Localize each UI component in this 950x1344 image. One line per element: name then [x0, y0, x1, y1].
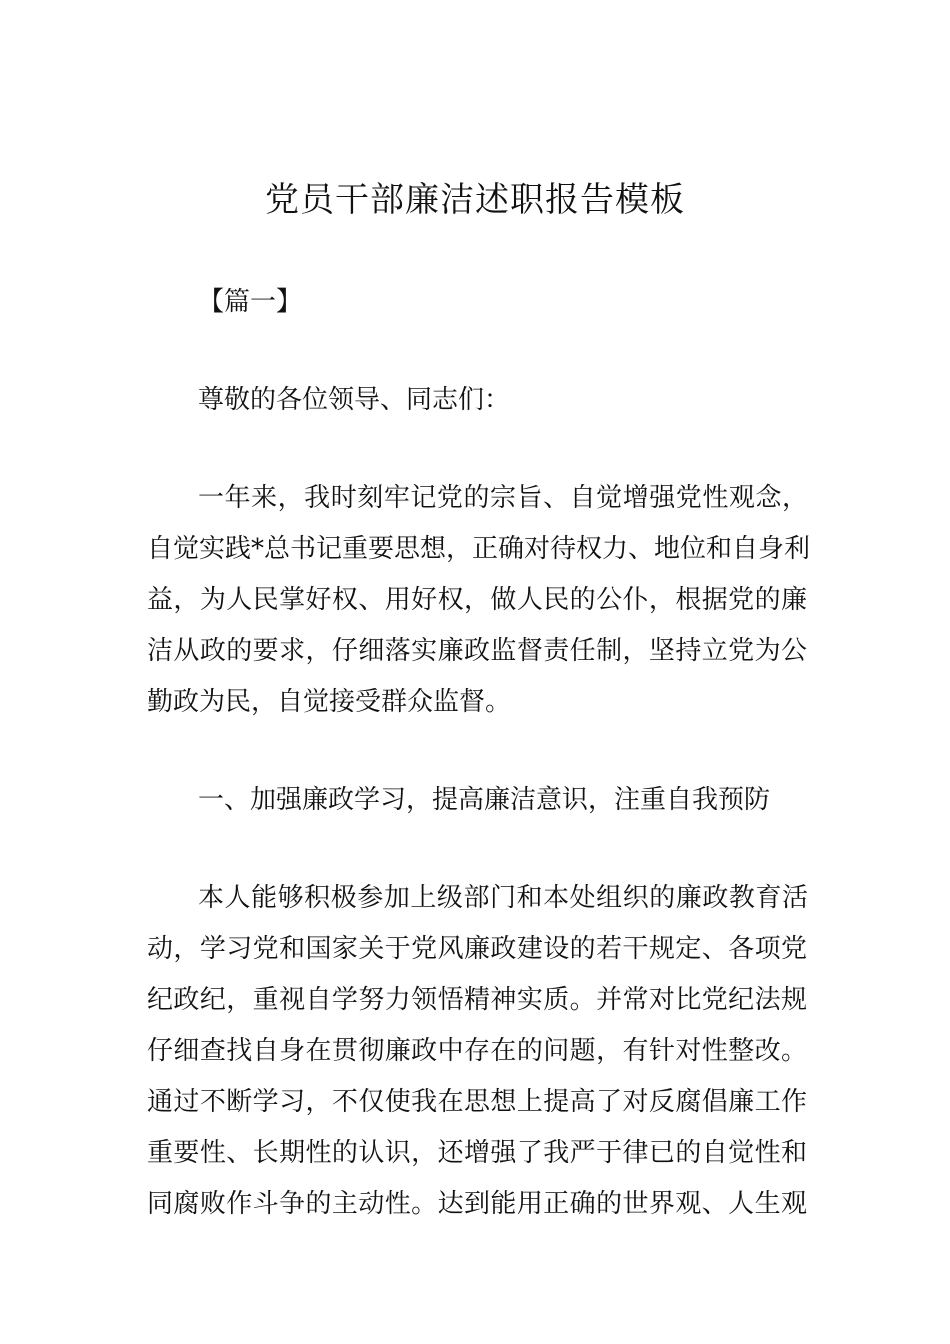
paragraph2-line: 仔细查找自身在贯彻廉政中存在的问题，有针对性整改。	[147, 1036, 807, 1066]
paragraph2-line: 同腐败作斗争的主动性。达到能用正确的世界观、人生观	[147, 1189, 807, 1219]
section-label: 【篇一】	[198, 287, 303, 317]
paragraph2-line: 重要性、长期性的认识，还增强了我严于律已的自觉性和	[147, 1138, 807, 1168]
paragraph1-line: 洁从政的要求，仔细落实廉政监督责任制，坚持立党为公	[147, 636, 807, 666]
paragraph2-line: 通过不断学习，不仅使我在思想上提高了对反腐倡廉工作	[147, 1087, 807, 1117]
salutation: 尊敬的各位领导、同志们：	[198, 385, 511, 415]
paragraph1-line: 勤政为民，自觉接受群众监督。	[147, 687, 512, 717]
paragraph1-line: 一年来，我时刻牢记党的宗旨、自觉增强党性观念，	[198, 483, 808, 513]
document-title: 党员干部廉洁述职报告模板	[265, 180, 685, 220]
paragraph1-line: 益，为人民掌好权、用好权，做人民的公仆，根据党的廉	[147, 585, 807, 615]
paragraph2-line: 动，学习党和国家关于党风廉政建设的若干规定、各项党	[147, 934, 807, 964]
paragraph1-line: 自觉实践*总书记重要思想，正确对待权力、地位和自身利	[147, 534, 811, 564]
paragraph2-line: 本人能够积极参加上级部门和本处组织的廉政教育活	[198, 883, 808, 913]
section-heading: 一、加强廉政学习，提高廉洁意识，注重自我预防	[198, 785, 771, 815]
paragraph2-line: 纪政纪，重视自学努力领悟精神实质。并常对比党纪法规	[147, 985, 807, 1015]
